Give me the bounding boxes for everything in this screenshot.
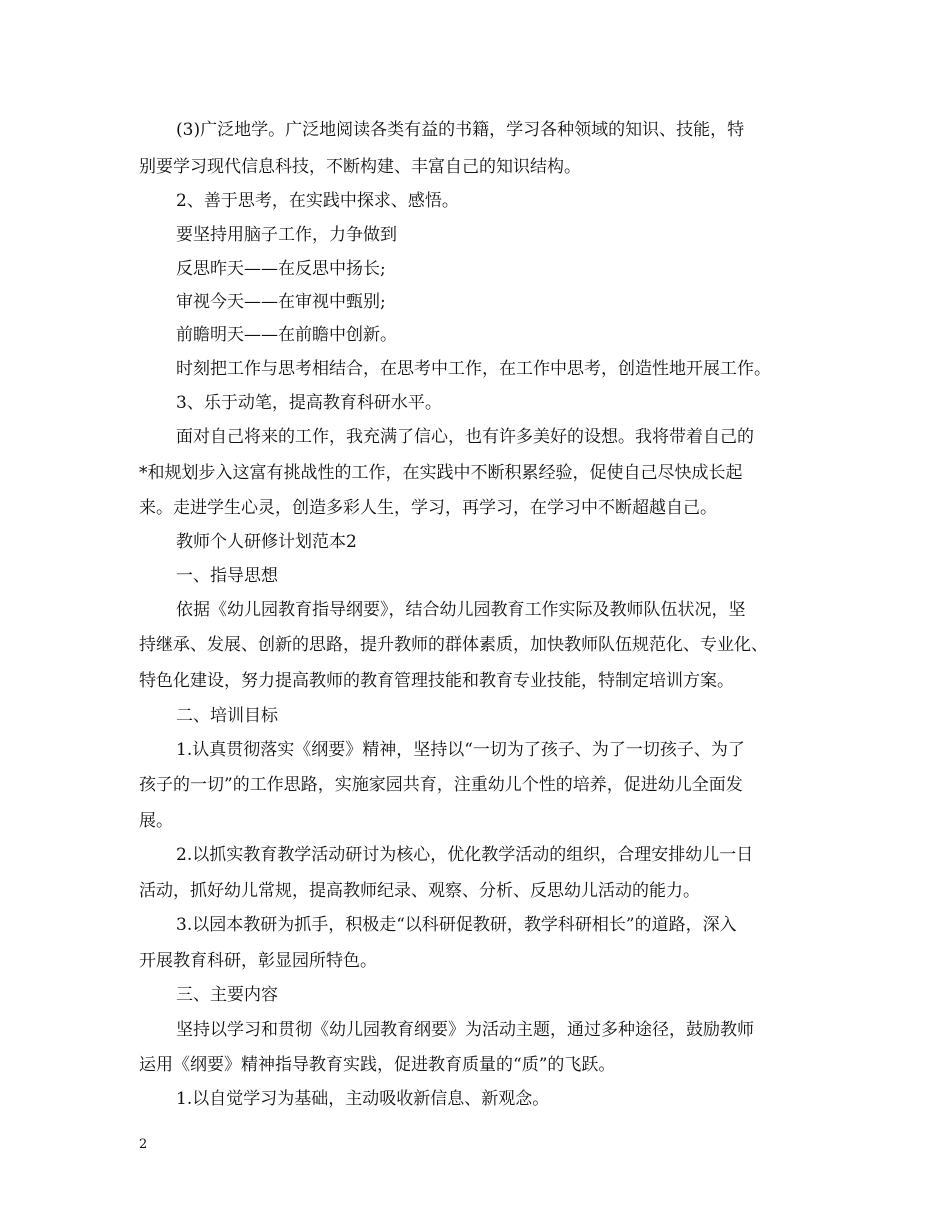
body-line: (3)广泛地学。广泛地阅读各类有益的书籍，学习各种领域的知识、技能，特 [176, 120, 745, 140]
body-line: 审视今天——在审视中甄别; [176, 292, 386, 312]
body-line: 依据《幼儿园教育指导纲要》，结合幼儿园教育工作实际及教师队伍状况，坚 [176, 600, 746, 620]
section-heading: 二、培训目标 [176, 706, 278, 726]
body-line: 2、善于思考，在实践中探求、感悟。 [176, 191, 459, 211]
body-line: 持继承、发展、创新的思路，提升教师的群体素质，加快教师队伍规范化、专业化、 [139, 635, 768, 655]
section-heading: 一、指导思想 [176, 566, 278, 586]
body-line: 坚持以学习和贯彻《幼儿园教育纲要》为活动主题，通过多种途径，鼓励教师 [176, 1020, 754, 1040]
body-line: 运用《纲要》精神指导教育实践，促进教育质量的“质”的飞跃。 [139, 1055, 616, 1075]
body-line: 3、乐于动笔，提高教育科研水平。 [176, 393, 442, 413]
body-line: 前瞻明天——在前瞻中创新。 [176, 325, 397, 345]
body-line: 来。走进学生心灵，创造多彩人生，学习，再学习，在学习中不断超越自己。 [139, 498, 717, 518]
section-heading: 三、主要内容 [176, 985, 278, 1005]
body-line: 孩子的一切”的工作思路，实施家园共育，注重幼儿个性的培养，促进幼儿全面发 [139, 775, 743, 795]
body-line: 1.认真贯彻落实《纲要》精神，坚持以“一切为了孩子、为了一切孩子、为了 [176, 740, 745, 760]
body-line: 面对自己将来的工作，我充满了信心，也有许多美好的设想。我将带着自己的 [176, 427, 754, 447]
body-line: 1.以自觉学习为基础，主动吸收新信息、新观念。 [176, 1089, 550, 1109]
section-title: 教师个人研修计划范本2 [176, 532, 357, 552]
body-line: 别要学习现代信息科技，不断构建、丰富自己的知识结构。 [139, 157, 581, 177]
body-line: 特色化建设，努力提高教师的教育管理技能和教育专业技能，特制定培训方案。 [139, 671, 734, 691]
body-line: 开展教育科研，彰显园所特色。 [139, 951, 377, 971]
body-line: 展。 [139, 811, 173, 831]
body-line: 2.以抓实教育教学活动研讨为核心，优化教学活动的组织，合理安排幼儿一日 [176, 845, 754, 865]
body-line: 活动，抓好幼儿常规，提高教师纪录、观察、分析、反思幼儿活动的能力。 [139, 881, 700, 901]
page-number: 2 [139, 1137, 148, 1152]
body-line: 反思昨天——在反思中扬长; [176, 259, 386, 279]
body-line: 要坚持用脑子工作，力争做到 [176, 225, 397, 245]
body-line: 时刻把工作与思考相结合，在思考中工作，在工作中思考，创造性地开展工作。 [176, 359, 771, 379]
body-line: 3.以园本教研为抓手，积极走“以科研促教研，教学科研相长”的道路，深入 [176, 915, 737, 935]
body-line: *和规划步入这富有挑战性的工作，在实践中不断积累经验，促使自己尽快成长起 [139, 463, 743, 483]
